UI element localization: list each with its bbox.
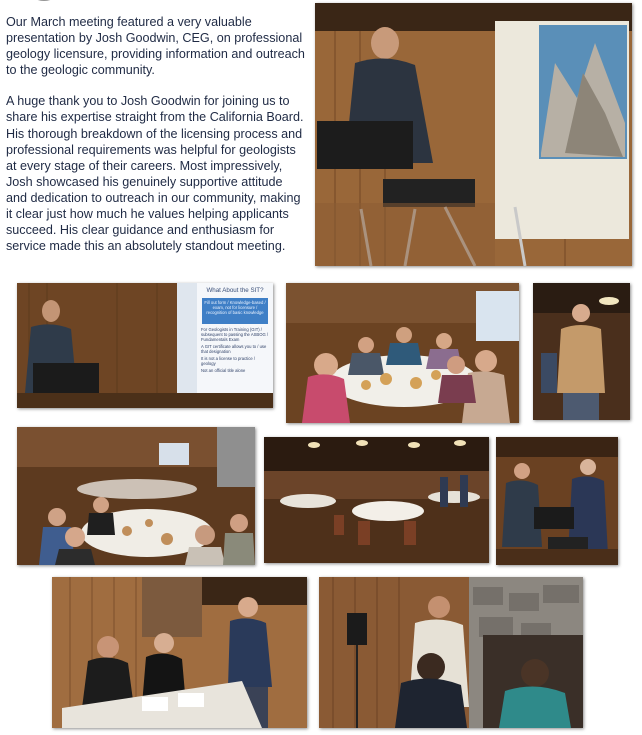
photo-woman-microphone xyxy=(319,577,583,728)
photo-speaker-sit-slide xyxy=(17,283,273,408)
slide-bullet: It is not a license to practice / geology xyxy=(201,356,255,366)
slide-bullet: Not an official title alone xyxy=(201,368,246,373)
photo-woman-microphone-image xyxy=(319,577,583,728)
slide-bullet: A GIT certificate allows you to / use that designation xyxy=(201,344,267,354)
article-paragraph-intro: Our March meeting featured a very valuable presentation by Josh Goodwin, CEG, on professional geology licensure, providing information and outreach to the geologic community. xyxy=(6,15,305,78)
photo-round-table-group xyxy=(286,283,519,423)
slide-box: Fill out form / Knowledge-based / exam, not for licensure / recognition of basic knowledge xyxy=(202,298,268,324)
photo-registration-table xyxy=(52,577,307,728)
photo-speaker-podium xyxy=(315,3,632,266)
article-paragraph-thanks: A huge thank you to Josh Goodwin for joining us to share his expertise straight from the California Board. His thorough breakdown of the licensing process and professional requirements was helpful for geologists at every stage of their careers. Most impressively, Josh showcased his genuinely supportive attitude and dedication to outreach in our community, making it clear just how much he values helping applicants succeed. His clear guidance and enthusiasm for service made this an absolutely standout meeting. xyxy=(6,94,304,254)
logo-fragment xyxy=(24,0,64,6)
photo-man-tan-shirt xyxy=(533,283,630,420)
photo-two-speakers xyxy=(496,437,618,565)
photo-hall-tables-image xyxy=(264,437,489,563)
photo-registration-table-image xyxy=(52,577,307,728)
photo-dining-hall-crowd xyxy=(17,427,255,565)
slide-title: What About the SIT? xyxy=(206,287,264,294)
photo-speaker-podium-image xyxy=(315,3,632,266)
slide-bullet: For Geologists in Training (GIT) / subsequent to passing the ASBOG / Fundamentals Exam xyxy=(201,327,269,342)
photo-man-tan-shirt-image xyxy=(533,283,630,420)
photo-dining-hall-crowd-image xyxy=(17,427,255,565)
photo-hall-tables xyxy=(264,437,489,563)
article-text xyxy=(6,14,306,269)
photo-round-table-group-image xyxy=(286,283,519,423)
photo-two-speakers-image xyxy=(496,437,618,565)
slide-sit xyxy=(198,285,272,401)
